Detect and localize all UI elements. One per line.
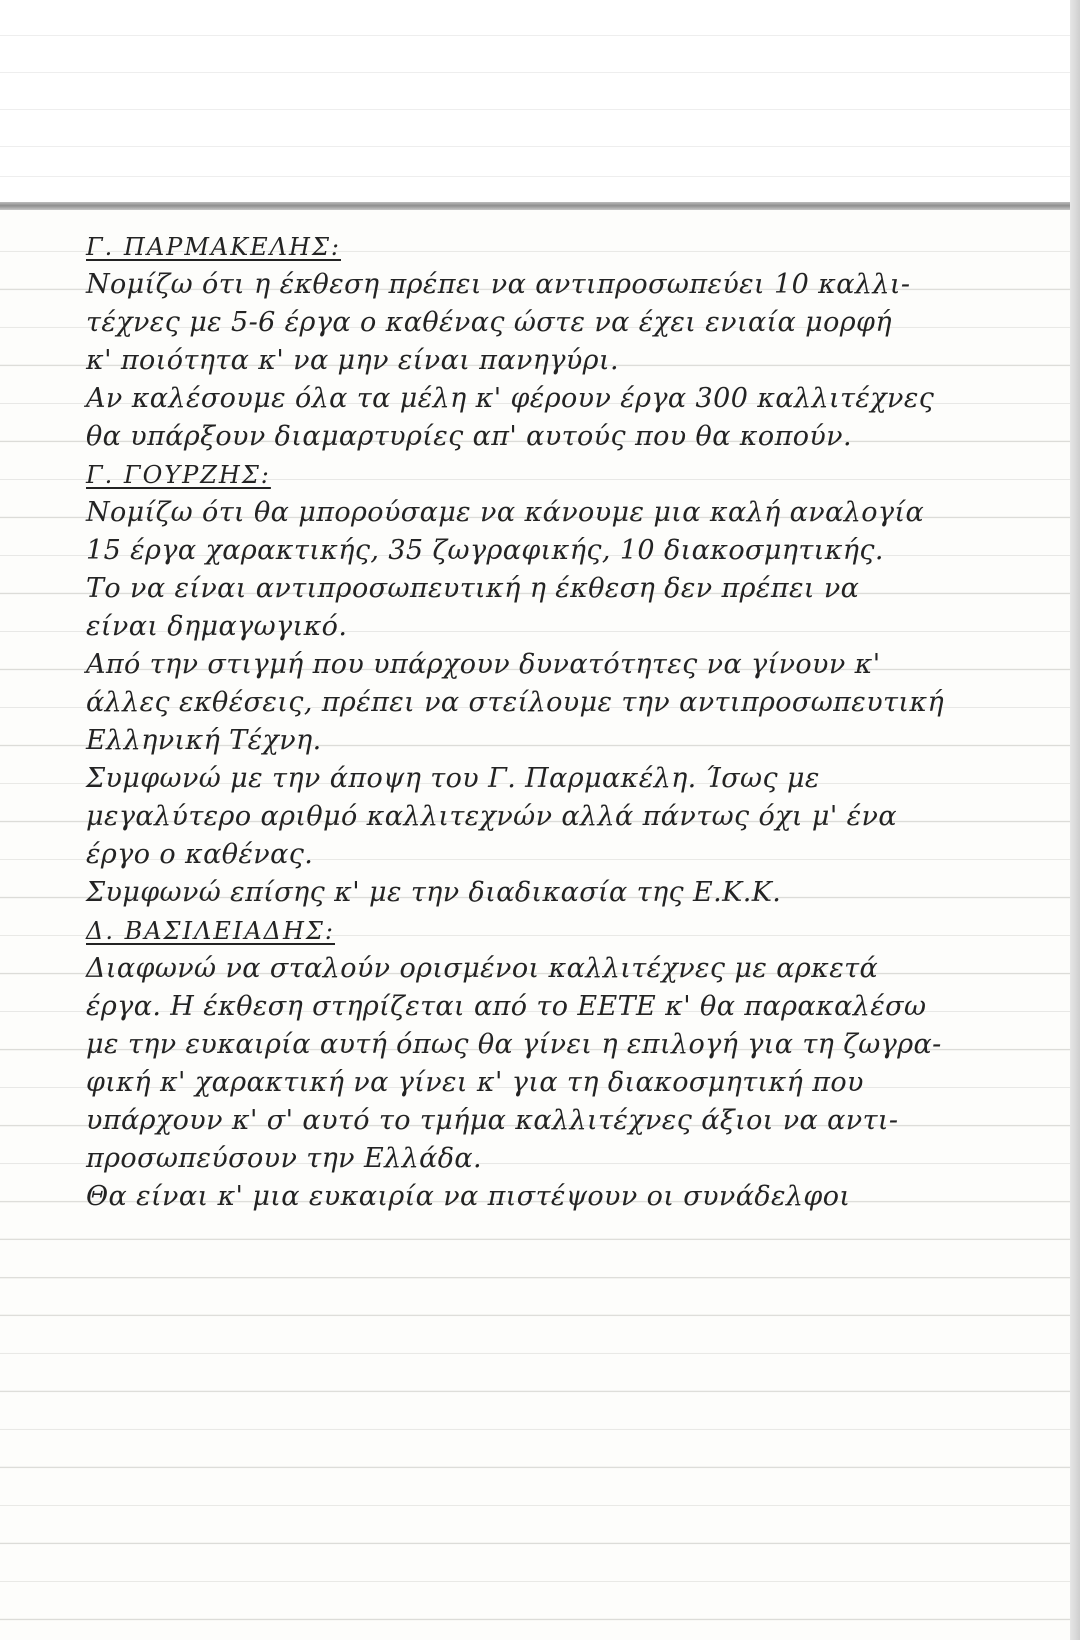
handwritten-line: προσωπεύσουν την Ελλάδα. xyxy=(86,1143,483,1174)
faint-rule xyxy=(0,35,1080,36)
speaker-name: Γ. ΓΟΥΡΖΗΣ: xyxy=(86,461,271,489)
speaker-name: Γ. ΠΑΡΜΑΚΕΛΗΣ: xyxy=(86,233,341,261)
handwritten-line: Νομίζω ότι η έκθεση πρέπει να αντιπροσωπεύει 10 καλλι- xyxy=(86,269,911,300)
handwritten-line: Από την στιγμή που υπάρχουν δυνατότητες να γίνουν κ' xyxy=(86,649,881,680)
handwritten-line: Ελληνική Τέχνη. xyxy=(86,725,322,756)
handwritten-line: έργο ο καθένας. xyxy=(86,839,314,870)
handwritten-line: 15 έργα χαρακτικής, 35 ζωγραφικής, 10 διακοσμητικής. xyxy=(86,535,884,566)
handwritten-line: Διαφωνώ να σταλούν ορισμένοι καλλιτέχνες με αρκετά xyxy=(86,953,879,984)
handwritten-line: με την ευκαιρία αυτή όπως θα γίνει η επιλογή για τη ζωγρα- xyxy=(86,1029,942,1060)
faint-rule xyxy=(0,146,1080,147)
handwritten-line: υπάρχουν κ' σ' αυτό το τμήμα καλλιτέχνες άξιοι να αντι- xyxy=(86,1105,899,1136)
handwritten-line: Θα είναι κ' μια ευκαιρία να πιστέψουν οι συνάδελφοι xyxy=(86,1181,851,1212)
handwritten-line: Συμφωνώ επίσης κ' με την διαδικασία της Ε.Κ.Κ. xyxy=(86,877,782,908)
page-edge-shadow xyxy=(1070,0,1080,1640)
faint-rule xyxy=(0,72,1080,73)
handwritten-line: θα υπάρξουν διαμαρτυρίες απ' αυτούς που θα κοπούν. xyxy=(86,421,852,452)
handwritten-line: Συμφωνώ με την άποψη του Γ. Παρμακέλη. Ίσως με xyxy=(86,763,820,794)
handwritten-line: τέχνες με 5-6 έργα ο καθένας ώστε να έχει ενιαία μορφή xyxy=(86,307,892,338)
handwritten-line: έργα. Η έκθεση στηρίζεται από το ΕΕΤΕ κ' θα παρακαλέσω xyxy=(86,991,927,1022)
binding-rule xyxy=(0,202,1080,210)
speaker-name: Δ. ΒΑΣΙΛΕΙΑΔΗΣ: xyxy=(86,917,335,945)
faint-rule xyxy=(0,109,1080,110)
handwritten-line: Νομίζω ότι θα μπορούσαμε να κάνουμε μια καλή αναλογία xyxy=(86,497,925,528)
handwritten-line: μεγαλύτερο αριθμό καλλιτεχνών αλλά πάντως όχι μ' ένα xyxy=(86,801,897,832)
faint-rule xyxy=(0,176,1080,177)
handwritten-line: κ' ποιότητα κ' να μην είναι πανηγύρι. xyxy=(86,345,619,376)
blank-top-margin xyxy=(0,0,1080,205)
handwritten-line: φική κ' χαρακτική να γίνει κ' για τη διακοσμητική που xyxy=(86,1067,864,1098)
handwritten-line: Αν καλέσουμε όλα τα μέλη κ' φέρουν έργα 300 καλλιτέχνες xyxy=(86,383,935,414)
handwritten-line: Το να είναι αντιπροσωπευτική η έκθεση δεν πρέπει να xyxy=(86,573,860,604)
handwritten-minutes xyxy=(86,228,1056,1216)
handwritten-line: άλλες εκθέσεις, πρέπει να στείλουμε την αντιπροσωπευτική xyxy=(86,687,945,718)
handwritten-line: είναι δημαγωγικό. xyxy=(86,611,348,642)
